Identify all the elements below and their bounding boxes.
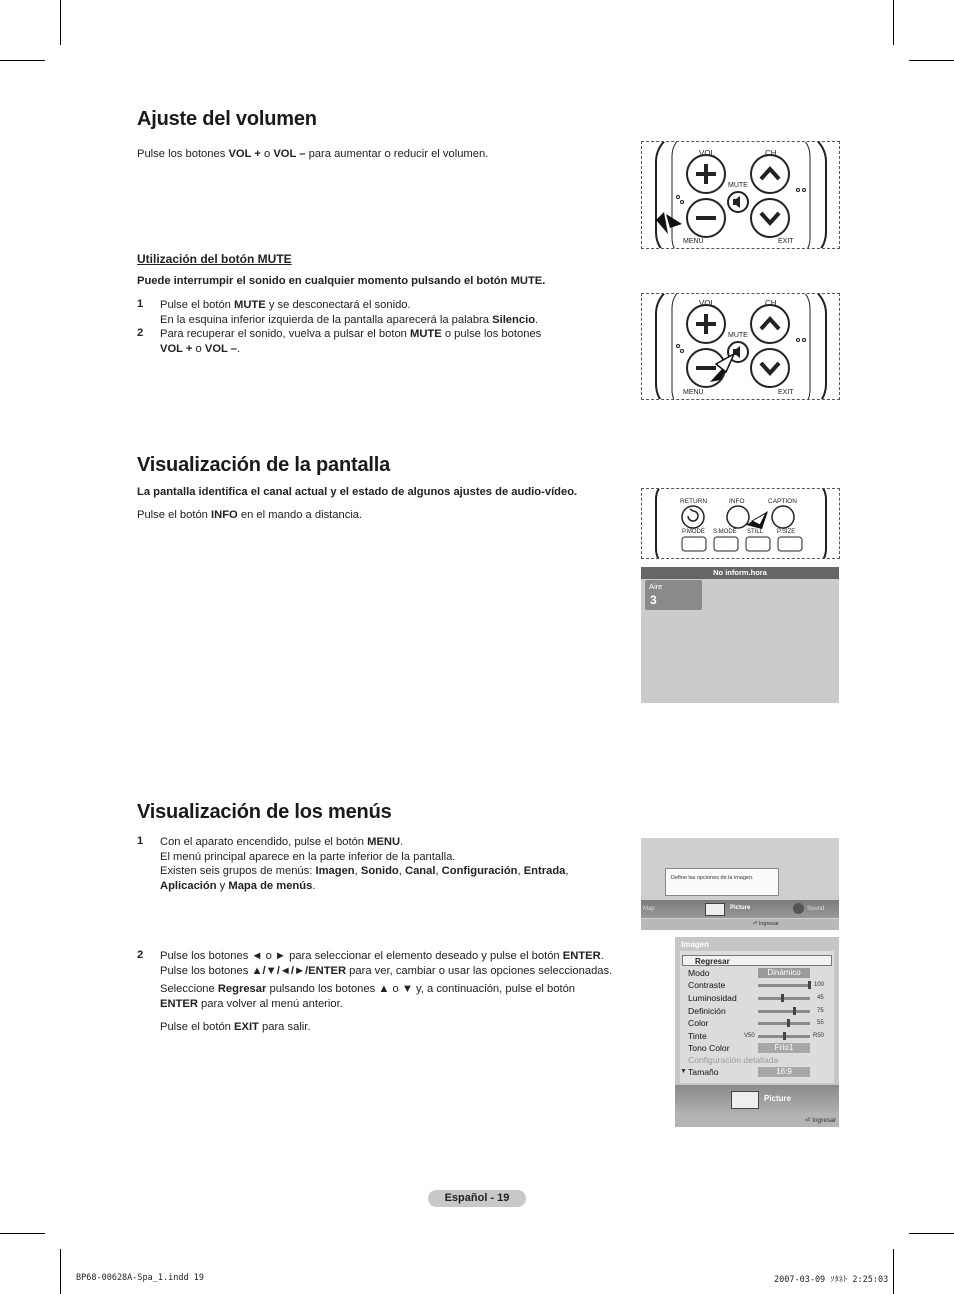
tint-left-value: V50: [744, 1033, 755, 1039]
info-header: No inform.hora: [641, 567, 839, 579]
contrast-value: 100: [814, 982, 825, 988]
back-item[interactable]: Regresar: [682, 955, 832, 966]
menu-picture[interactable]: Picture: [730, 905, 751, 911]
display-title: Visualización de la pantalla: [137, 454, 391, 476]
mute-lead: Puede interrumpir el sonido en cualquier momento pulsando el botón MUTE.: [137, 275, 546, 287]
date-slug: 2007-03-09 ｿﾀﾈﾄ 2:25:03: [774, 1275, 889, 1285]
caption-label: CAPTION: [768, 498, 797, 505]
size-value[interactable]: 16:9: [758, 1067, 810, 1077]
mute-label: MUTE: [728, 182, 748, 189]
page-number: Español - 19: [428, 1190, 526, 1207]
crop-mark: [0, 1233, 45, 1234]
sharpness-slider[interactable]: [758, 1010, 810, 1013]
main-menu-screen: [641, 838, 839, 930]
brightness-slider[interactable]: [758, 997, 810, 1000]
crop-mark: [909, 1233, 954, 1234]
mute-step-1: Pulse el botón MUTE y se desconectará el sonido. En la esquina inferior izquierda de la pantalla aparecerá la palabra Silencio.: [160, 299, 539, 326]
picture-menu-bottom-label: Picture: [764, 1094, 792, 1103]
menus-step-2: Pulse los botones ◄ o ► para seleccionar el elemento deseado y pulse el botón ENTER. Pulse los botones ▲/▼/◄/►/ENTER para ver, cambiar o usar las opciones seleccionadas. Seleccione Regresar pulsando los botones ▲ o ▼ y, a continuación, pulse el botón ENTER para volver al menú anterior. Pulse el botón EXIT para salir.: [160, 950, 613, 1034]
contrast-slider[interactable]: [758, 984, 810, 987]
menu-label: MENU: [683, 389, 704, 396]
picture-menu-screen: [675, 937, 839, 1127]
sharpness-knob[interactable]: [793, 1007, 796, 1015]
pmode-label: P.MODE: [682, 529, 705, 535]
remote-info-illustration: [641, 488, 840, 559]
remote-body-icon: [642, 294, 839, 399]
vol-label: VOL: [699, 149, 716, 158]
brightness-label: Luminosidad: [688, 993, 737, 1003]
tint-label: Tinte: [688, 1031, 707, 1041]
ch-label: CH: [765, 299, 777, 308]
mode-label: Modo: [688, 968, 710, 978]
channel-box: [645, 580, 702, 610]
menu-label: MENU: [683, 238, 704, 245]
mute-label: MUTE: [728, 332, 748, 339]
mute-heading: Utilización del botón MUTE: [137, 252, 292, 266]
tone-label: Tono Color: [688, 1043, 730, 1053]
remote-body-icon: [642, 142, 839, 248]
tint-right-value: R50: [813, 1033, 825, 1039]
display-text: Pulse el botón INFO en el mando a distancia.: [137, 509, 363, 521]
return-label: RETURN: [680, 498, 708, 505]
picture-menu-title: Imagen: [681, 940, 710, 949]
tone-value[interactable]: Frío1: [758, 1043, 810, 1053]
mode-value[interactable]: Dinámico: [758, 968, 810, 978]
ch-label: CH: [765, 149, 777, 158]
remote-volume-illustration: [641, 141, 840, 249]
menus-title: Visualización de los menús: [137, 801, 392, 823]
contrast-label: Contraste: [688, 980, 726, 990]
step-number: 1: [137, 298, 144, 310]
volume-intro: Pulse los botones VOL + o VOL – para aumentar o reducir el volumen.: [137, 148, 489, 160]
smode-label: S.MODE: [713, 529, 737, 535]
enter-label: Ingresar: [812, 1117, 836, 1124]
menu-map[interactable]: Map: [643, 906, 655, 912]
menus-step-1: Con el aparato encendido, pulse el botón MENU. El menú principal aparece en la parte inferior de la pantalla. Existen seis grupos de menús: Imagen, Sonido, Canal, Configuración, Entrada, Aplicación y Mapa de menús.: [160, 836, 569, 892]
size-label: Tamaño: [688, 1067, 719, 1077]
menu-sound[interactable]: Sound: [807, 906, 825, 912]
sharpness-label: Definición: [688, 1006, 726, 1016]
sharpness-value: 75: [817, 1008, 824, 1014]
contrast-knob[interactable]: [808, 981, 811, 989]
crop-mark: [60, 0, 61, 45]
remote-mute-illustration: [641, 293, 840, 400]
crop-mark: [893, 0, 894, 45]
source-label: Aire: [649, 582, 663, 591]
scroll-down-icon[interactable]: ▼: [680, 1068, 687, 1075]
color-value: 55: [817, 1020, 824, 1026]
enter-label: Ingresar: [758, 921, 779, 927]
detail-settings-item[interactable]: Configuración detallada: [688, 1055, 779, 1065]
file-slug: BP68-00628A-Spa_1.indd 19: [76, 1273, 204, 1283]
crop-mark: [0, 60, 45, 61]
tint-knob[interactable]: [783, 1032, 786, 1040]
still-label: STILL: [747, 529, 764, 535]
crop-mark: [893, 1249, 894, 1294]
exit-label: EXIT: [778, 238, 794, 245]
info-screen: [641, 567, 839, 703]
enter-icon: ⏎: [804, 1117, 813, 1124]
picture-menu-bar: [675, 1085, 839, 1113]
picture-icon: [705, 903, 725, 916]
color-slider[interactable]: [758, 1022, 810, 1025]
vol-label: VOL: [699, 299, 716, 308]
menu-bar: [641, 900, 839, 918]
exit-label: EXIT: [778, 389, 794, 396]
enter-icon: ⏎: [752, 921, 759, 927]
picture-icon: [731, 1091, 759, 1109]
step-number: 2: [137, 327, 144, 339]
sound-icon: [793, 903, 804, 914]
color-knob[interactable]: [787, 1019, 790, 1027]
crop-mark: [909, 60, 954, 61]
step-number: 1: [137, 835, 144, 847]
brightness-value: 45: [817, 995, 824, 1001]
brightness-knob[interactable]: [781, 994, 784, 1002]
tooltip: Define las opciones de la imagen.: [665, 868, 779, 896]
color-label: Color: [688, 1018, 709, 1028]
step-number: 2: [137, 949, 144, 961]
psize-label: P.SIZE: [777, 529, 796, 535]
enter-bar: [641, 919, 839, 930]
crop-mark: [60, 1249, 61, 1294]
mute-step-2: Para recuperar el sonido, vuelva a pulsar el boton MUTE o pulse los botones VOL + o VOL –.: [160, 328, 542, 355]
enter-bar: [675, 1113, 839, 1127]
channel-number: 3: [650, 593, 657, 607]
display-lead: La pantalla identifica el canal actual y el estado de algunos ajustes de audio-vídeo.: [137, 486, 578, 498]
info-label: INFO: [729, 498, 745, 505]
volume-title: Ajuste del volumen: [137, 108, 317, 130]
